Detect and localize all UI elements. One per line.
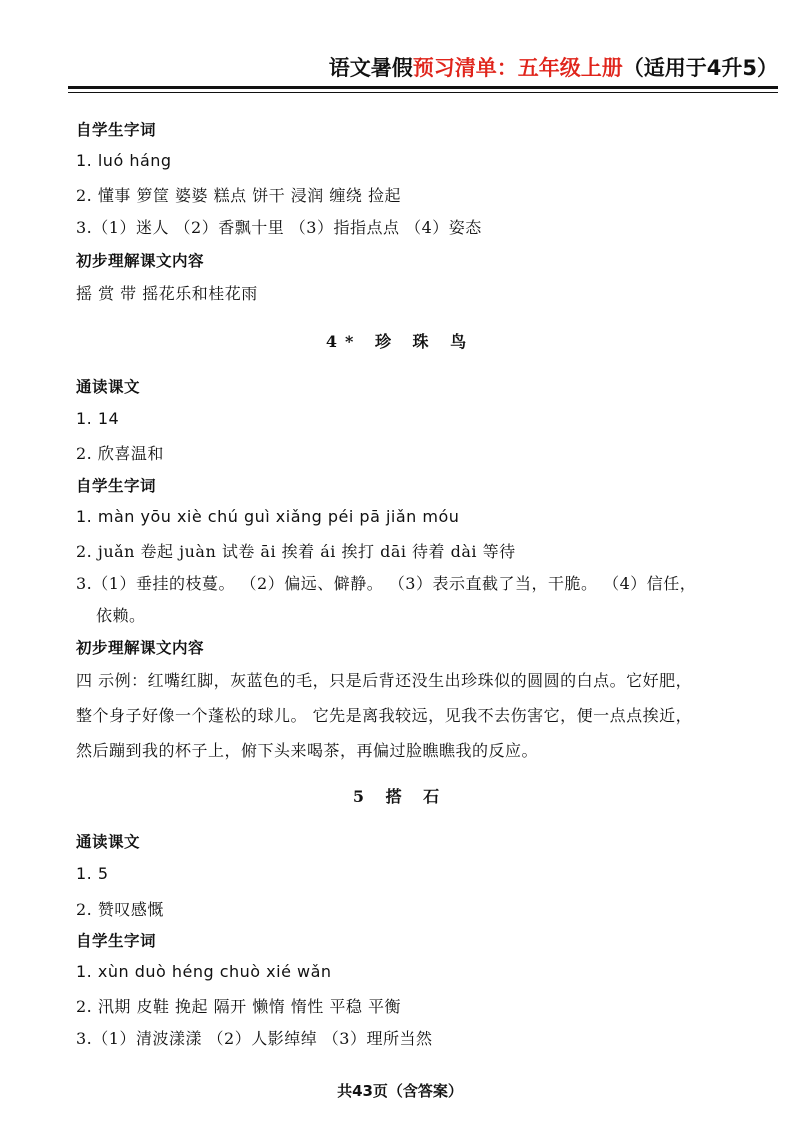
document-header [329,52,778,82]
header-rule-thin [68,92,778,93]
section-heading-chubu: 初步理解课文内容 [76,252,205,270]
answer-line: 1. xùn duò héng chuò xié wǎn [76,962,332,981]
lesson-title: 5 搭 石 [352,787,448,806]
header-title-part1: 语文暑假 [328,56,413,80]
lesson-title: 4* 珍 珠 鸟 [325,332,475,351]
header-title-part3: （适用于4升5） [622,56,778,80]
answer-line: 3.（1）迷人 （2）香飘十里 （3）指指点点 （4）姿态 [76,218,482,237]
answer-line: 2. 汛期 皮鞋 挽起 隔开 懒惰 惰性 平稳 平衡 [76,997,401,1016]
paragraph-line: 然后蹦到我的杯子上，俯下头来喝茶，再偏过脸瞧瞧我的反应。 [76,741,539,760]
answer-line: 依赖。 [96,606,146,625]
answer-line: 3.（1）垂挂的枝蔓。 （2）偏远、僻静。 （3）表示直截了当，干脆。 （4）信任， [76,574,697,593]
answer-line: 2. 赞叹感慨 [76,900,164,919]
section-heading-tongdu: 通读课文 [76,378,141,396]
section-heading-zixue: 自学生字词 [76,932,157,950]
section-heading-zixue: 自学生字词 [76,121,157,139]
answer-line: 1. màn yōu xiè chú guì xiǎng péi pā jiǎn móu [76,507,460,526]
answer-line: 2. 懂事 箩筐 婆婆 糕点 饼干 浸润 缠绕 捡起 [76,186,401,205]
answer-line: 2. juǎn 卷起 juàn 试卷 āi 挨着 ái 挨打 dāi 待着 dài 等待 [76,542,516,561]
answer-line: 1. 5 [76,864,109,883]
paragraph-line: 整个身子好像一个蓬松的球儿。 它先是离我较远，见我不去伤害它，便一点点挨近， [76,706,693,725]
answer-line: 摇 赏 带 摇花乐和桂花雨 [76,284,258,303]
answer-line: 1. luó háng [76,151,172,170]
header-rule-thick [68,86,778,89]
page-footer: 共43页（含答案） [337,1082,463,1100]
header-title-part2: 预习清单：五年级上册 [412,56,623,80]
section-heading-zixue: 自学生字词 [76,477,157,495]
section-heading-chubu: 初步理解课文内容 [76,639,205,657]
paragraph-line: 四 示例：红嘴红脚，灰蓝色的毛，只是后背还没生出珍珠似的圆圆的白点。它好肥， [76,671,693,690]
section-heading-tongdu: 通读课文 [76,833,141,851]
answer-line: 2. 欣喜温和 [76,444,164,463]
answer-line: 1. 14 [76,409,120,428]
answer-line: 3.（1）清波漾漾 （2）人影绰绰 （3）理所当然 [76,1029,433,1048]
